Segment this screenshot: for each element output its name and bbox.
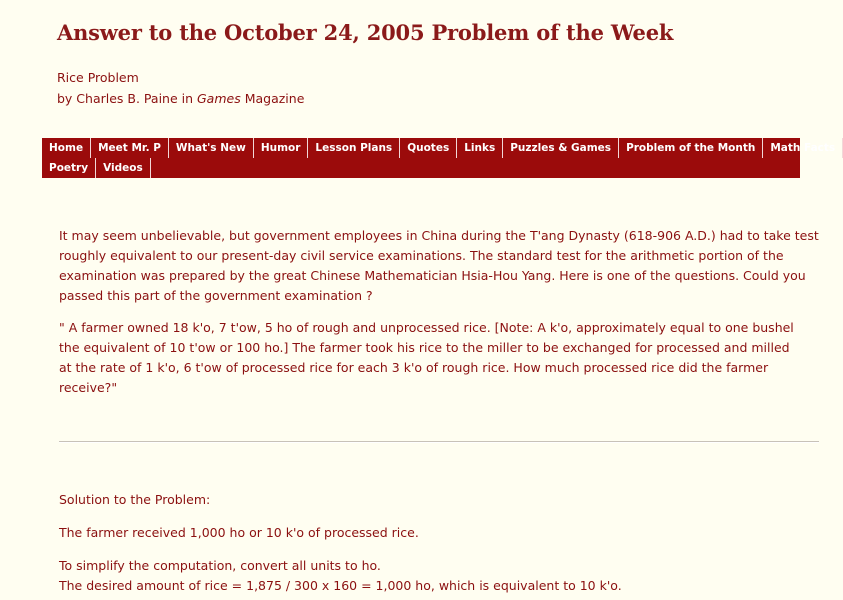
problem-line: receive?" <box>59 380 118 395</box>
problem-quote <box>59 318 794 398</box>
intro-line: It may seem unbelievable, but government employees in China during the T'ang Dynasty (618-906 A.D.) had to take test <box>59 228 819 243</box>
problem-line: " A farmer owned 18 k'o, 7 t'ow, 5 ho of rough and unprocessed rice. [Note: A k'o, approximately equal to one bushel <box>59 320 794 335</box>
nav-row-2 <box>42 158 151 178</box>
problem-subtitle <box>57 67 304 109</box>
nav-humor[interactable]: Humor <box>254 138 309 158</box>
nav-poetry[interactable]: Poetry <box>42 158 96 178</box>
horizontal-divider <box>59 441 819 443</box>
problem-name: Rice Problem <box>57 70 139 85</box>
intro-line: passed this part of the government examination ? <box>59 288 373 303</box>
nav-math-facts[interactable]: Math Facts <box>763 138 843 158</box>
main-nav <box>42 138 836 178</box>
intro-paragraph <box>59 226 819 306</box>
byline-source: Games <box>197 91 241 106</box>
solution-answer: The farmer received 1,000 ho or 10 k'o of processed rice. <box>59 525 419 540</box>
byline-prefix: by Charles B. Paine in <box>57 91 197 106</box>
nav-whats-new[interactable]: What's New <box>169 138 254 158</box>
nav-quotes[interactable]: Quotes <box>400 138 457 158</box>
solution-step-2: The desired amount of rice = 1,875 / 300 x 160 = 1,000 ho, which is equivalent to 10 k'o. <box>59 578 622 593</box>
byline <box>57 88 304 109</box>
byline-suffix: Magazine <box>240 91 305 106</box>
intro-line: examination was prepared by the great Chinese Mathematician Hsia-Hou Yang. Here is one of the questions. Could you <box>59 268 806 283</box>
nav-lesson-plans[interactable]: Lesson Plans <box>308 138 400 158</box>
solution-step-1: To simplify the computation, convert all units to ho. <box>59 558 381 573</box>
problem-line: the equivalent of 10 t'ow or 100 ho.] The farmer took his rice to the miller to be exchanged for processed and milled <box>59 340 790 355</box>
nav-meet-mr-p[interactable]: Meet Mr. P <box>91 138 169 158</box>
nav-row-1 <box>42 138 843 158</box>
nav-puzzles-games[interactable]: Puzzles & Games <box>503 138 619 158</box>
intro-line: roughly equivalent to our present-day civil service examinations. The standard test for the arithmetic portion of the <box>59 248 784 263</box>
nav-videos[interactable]: Videos <box>96 158 151 178</box>
page-title: Answer to the October 24, 2005 Problem of the Week <box>57 20 674 45</box>
nav-home[interactable]: Home <box>42 138 91 158</box>
problem-line: at the rate of 1 k'o, 6 t'ow of processed rice for each 3 k'o of rough rice. How much processed rice did the farmer <box>59 360 769 375</box>
nav-links[interactable]: Links <box>457 138 503 158</box>
solution-heading: Solution to the Problem: <box>59 492 211 507</box>
nav-problem-of-the-month[interactable]: Problem of the Month <box>619 138 763 158</box>
